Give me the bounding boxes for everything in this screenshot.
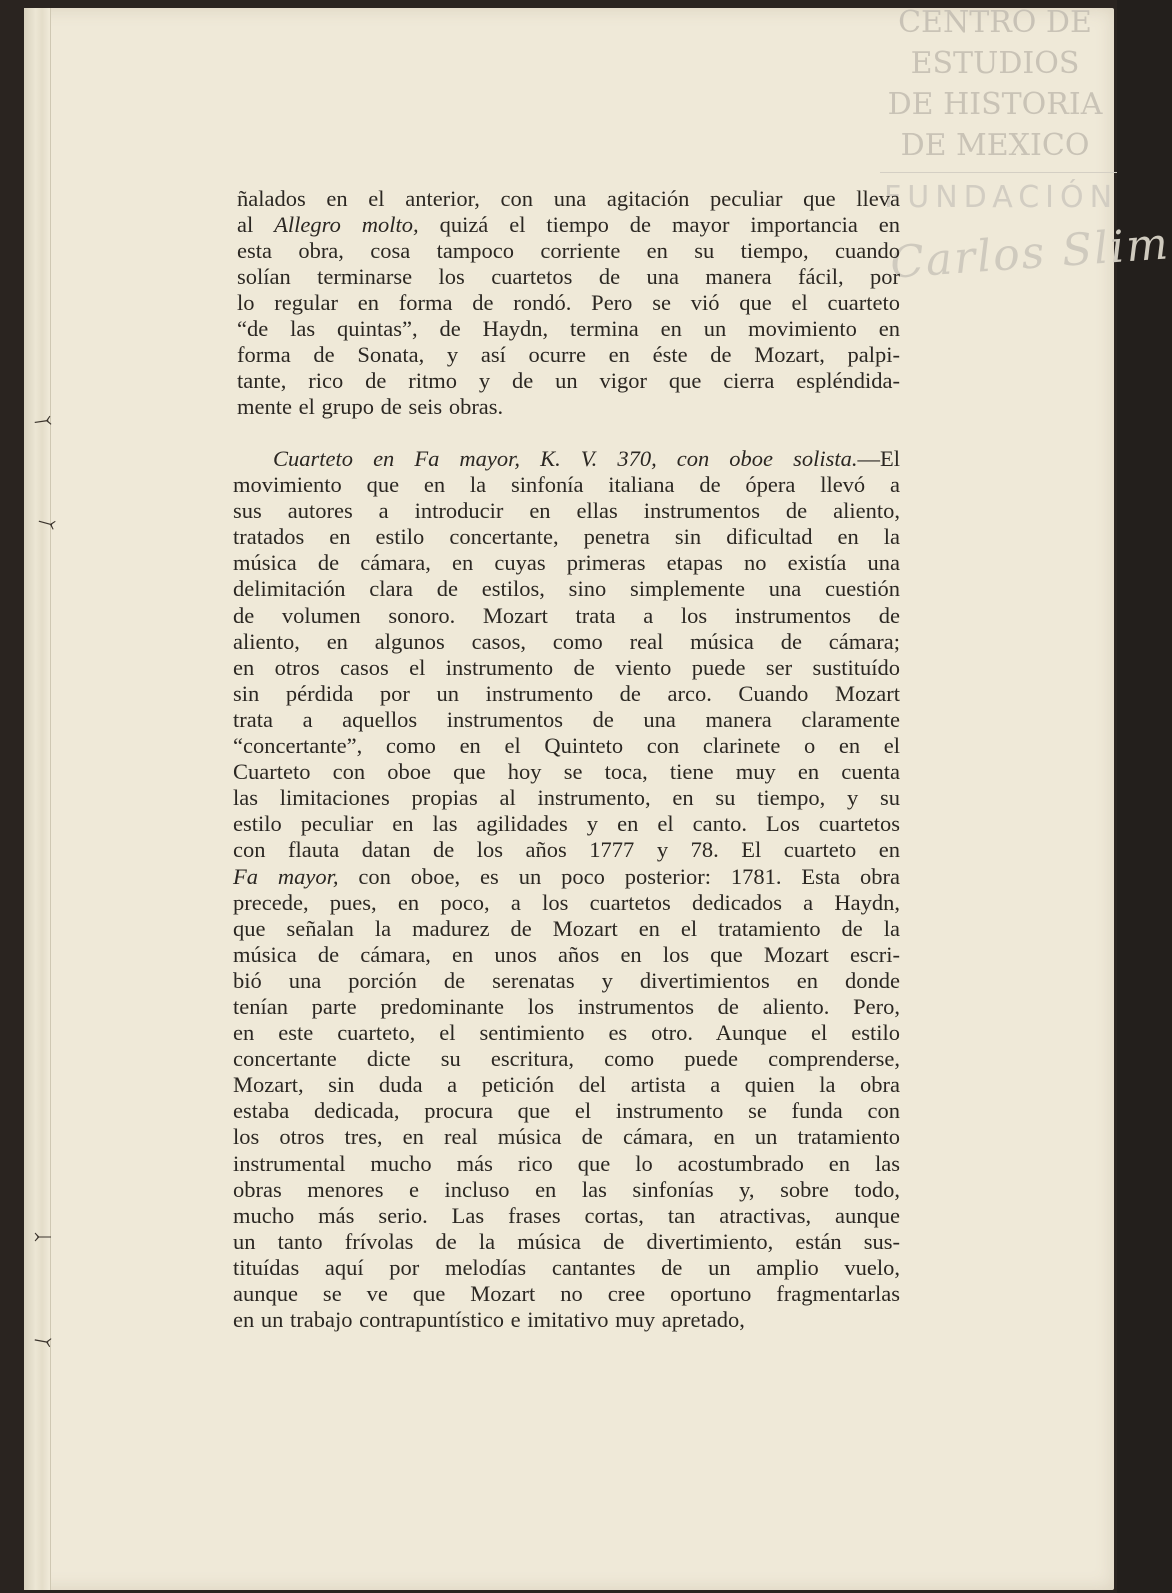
text-line: con flauta datan de los años 1777 y 78. El cuarteto en [233,837,900,863]
watermark-line: DE MEXICO [900,128,1090,163]
text-line: sin pérdida por un instrumento de arco. Cuando Mozart [233,680,900,706]
text-line: sus autores a introducir en ellas instrumentos de aliento, [233,498,900,524]
text-line: movimiento que en la sinfonía italiana de ópera llevó a [233,472,900,498]
text-line: concertante dicte su escritura, como puede comprenderse, [233,1046,900,1072]
staple-mark: ⤙ [32,406,54,435]
text-line: “de las quintas”, de Haydn, termina en un movimiento en [237,316,900,341]
text-line: obras menores e incluso en las sinfonías y, sobre todo, [233,1176,900,1202]
watermark-signature: Carlos Slim [888,218,1172,289]
text-line: forma de Sonata, y así ocurre en éste de Mozart, palpi- [237,342,900,367]
text-line: ñalados en el anterior, con una agitación peculiar que lleva [237,186,900,211]
text-line: solían terminarse los cuartetos de una manera fácil, por [237,264,900,289]
text-line: esta obra, cosa tampoco corriente en su tiempo, cuando [237,238,900,263]
text-line: las limitaciones propias al instrumento, en su tiempo, y su [233,785,900,811]
text-line: en un trabajo contrapuntístico e imitativo muy apretado, [233,1307,745,1333]
text-line: Mozart, sin duda a petición del artista a quien la obra [233,1072,900,1098]
text-line: en otros casos el instrumento de viento puede ser sustituído [233,654,900,680]
text-line: que señalan la madurez de Mozart en el tratamiento de la [233,915,900,941]
text-line: música de cámara, en unos años en los que Mozart escri- [233,941,900,967]
text-line: música de cámara, en cuyas primeras etapas no existía una [233,550,900,576]
text-line: bió una porción de serenatas y divertimientos en donde [233,967,900,993]
text-line: de volumen sonoro. Mozart trata a los instrumentos de [233,602,900,628]
text-line: mucho más serio. Las frases cortas, tan atractivas, aunque [233,1202,900,1228]
text-line: instrumental mucho más rico que lo acostumbrado en las [233,1150,900,1176]
text-line: trata a aquellos instrumentos de una manera claramente [233,706,900,732]
text-line: tituídas aquí por melodías cantantes de un amplio vuelo, [233,1254,900,1280]
staple-mark: ⤚ [34,1224,52,1249]
watermark-divider [880,172,1117,173]
text-line: Cuarteto en Fa mayor, K. V. 370, con oboe solista.—El [273,446,900,471]
watermark-line: CENTRO DE [898,5,1092,40]
paragraph-continuation [237,186,900,420]
italic-text: Cuarteto en Fa mayor, K. V. 370, con oboe solista. [273,446,858,471]
text-line: los otros tres, en real música de cámara, en un tratamiento [233,1124,900,1150]
text-line: estaba dedicada, procura que el instrumento se funda con [233,1098,900,1124]
watermark-line: DE HISTORIA [887,87,1103,122]
text-line: lo regular en forma de rondó. Pero se vió que el cuarteto [237,290,900,315]
text-line: aunque se ve que Mozart no cree oportuno fragmentarlas [233,1281,900,1306]
staple-mark: ⤙ [35,508,59,537]
watermark-foundation: FUNDACIÓN [884,180,1119,215]
watermark-line: ESTUDIOS [910,46,1080,81]
text-line: “concertante”, como en el Quinteto con clarinete o en el [233,733,900,759]
text-line: al Allegro molto, quizá el tiempo de mayor importancia en [237,212,900,237]
text-line: tratados en estilo concertante, penetra sin dificultad en la [233,524,900,550]
text-line: estilo peculiar en las agilidades y en el canto. Los cuartetos [233,811,900,837]
archive-watermark [880,2,1110,166]
text-line: en este cuarteto, el sentimiento es otro. Aunque el estilo [233,1020,900,1046]
text-line: tenían parte predominante los instrumentos de aliento. Pero, [233,993,900,1019]
staple-mark: ⤙ [32,1326,54,1355]
paragraph-cuarteto-fa-mayor [233,446,900,1333]
text-line: mente el grupo de seis obras. [237,394,504,419]
text-line: Fa mayor, con oboe, es un poco posterior: 1781. Esta obra [233,863,900,889]
text-line: Cuarteto con oboe que hoy se toca, tiene muy en cuenta [233,759,900,785]
italic-text: Allegro molto, [274,212,419,237]
italic-text: Fa mayor, [233,863,339,889]
text-line: delimitación clara de estilos, sino simplemente una cuestión [233,576,900,602]
text-line: tante, rico de ritmo y de un vigor que cierra espléndida- [237,368,900,393]
text-line: precede, pues, en poco, a los cuartetos dedicados a Haydn, [233,889,900,915]
text-line: un tanto frívolas de la música de divertimiento, están sus- [233,1228,900,1254]
text-line: aliento, en algunos casos, como real música de cámara; [233,628,900,654]
